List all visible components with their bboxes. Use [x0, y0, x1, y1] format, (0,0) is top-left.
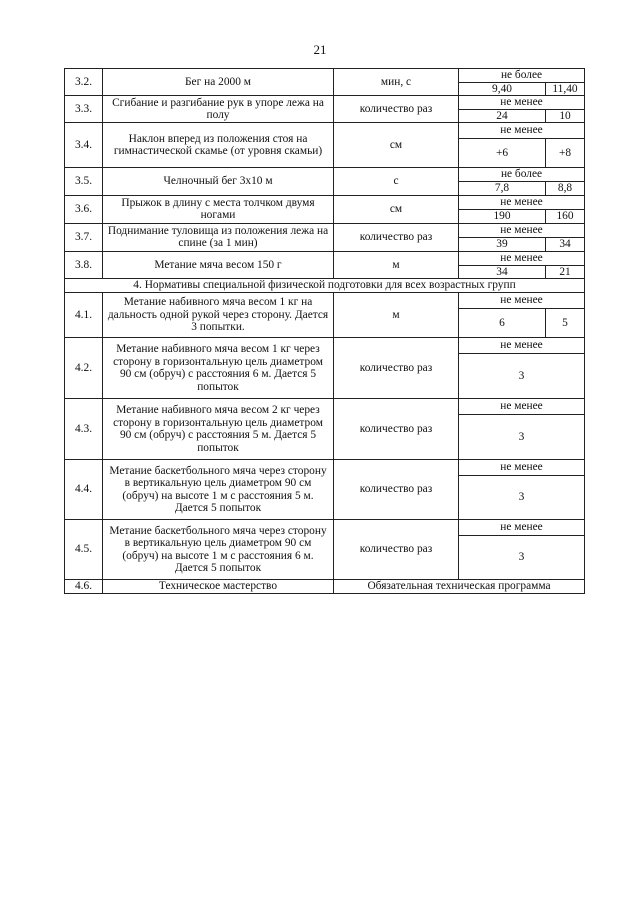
value-cell: 3 [459, 354, 585, 399]
exercise-name: Метание баскетбольного мяча через сторону в вертикальную цель диаметром 90 см (обруч) на высоте 1 м с расстояния 5 м. Дается 5 попыток [103, 460, 334, 520]
exercise-name: Поднимание туловища из положения лежа на спине (за 1 мин) [103, 223, 334, 251]
qualifier: не более [459, 69, 585, 83]
exercise-name: Метание мяча весом 150 г [103, 251, 334, 279]
row-number: 4.1. [65, 293, 103, 338]
table-row [65, 195, 585, 209]
table-row [65, 168, 585, 182]
table-row [65, 69, 585, 83]
exercise-name: Бег на 2000 м [103, 69, 334, 96]
qualifier: не менее [459, 251, 585, 265]
unit: количество раз [334, 520, 459, 580]
exercise-name: Техническое мастерство [103, 580, 334, 594]
section-title: 4. Нормативы специальной физической подготовки для всех возрастных групп [65, 279, 585, 293]
unit: с [334, 168, 459, 196]
value-cell: 5 [546, 309, 585, 338]
value-cell: 39 [459, 237, 546, 251]
unit: см [334, 195, 459, 223]
unit: количество раз [334, 460, 459, 520]
value-cell: 3 [459, 415, 585, 460]
value-cell: 9,40 [459, 82, 546, 96]
qualifier: не менее [459, 123, 585, 139]
exercise-name: Прыжок в длину с места толчком двумя ногами [103, 195, 334, 223]
exercise-name: Челночный бег 3x10 м [103, 168, 334, 196]
qualifier: не более [459, 168, 585, 182]
unit: количество раз [334, 399, 459, 460]
unit: количество раз [334, 223, 459, 251]
row-number: 3.3. [65, 96, 103, 123]
value-cell: +8 [546, 139, 585, 168]
technical-program: Обязательная техническая программа [334, 580, 585, 594]
table-row [65, 520, 585, 536]
value-cell: 8,8 [546, 182, 585, 196]
row-number: 3.4. [65, 123, 103, 168]
row-number: 3.7. [65, 223, 103, 251]
qualifier: не менее [459, 338, 585, 354]
qualifier: не менее [459, 293, 585, 309]
row-number: 4.4. [65, 460, 103, 520]
value-cell: 3 [459, 536, 585, 580]
table-row [65, 251, 585, 265]
row-number: 3.5. [65, 168, 103, 196]
table-row [65, 223, 585, 237]
row-number: 3.6. [65, 195, 103, 223]
value-cell: 34 [459, 265, 546, 279]
value-cell: 160 [546, 209, 585, 223]
value-cell: 34 [546, 237, 585, 251]
value-cell: +6 [459, 139, 546, 168]
value-cell: 10 [546, 109, 585, 123]
standards-table [64, 68, 585, 594]
value-cell: 24 [459, 109, 546, 123]
qualifier: не менее [459, 96, 585, 110]
row-number: 4.2. [65, 338, 103, 399]
page-number: 21 [313, 42, 327, 57]
exercise-name: Метание набивного мяча весом 1 кг на дальность одной рукой через сторону. Дается 3 попытки. [103, 293, 334, 338]
exercise-name: Сгибание и разгибание рук в упоре лежа на полу [103, 96, 334, 123]
qualifier: не менее [459, 399, 585, 415]
table-row [65, 460, 585, 476]
unit: мин, с [334, 69, 459, 96]
exercise-name: Метание набивного мяча весом 1 кг через сторону в горизонтальную цель диаметром 90 см (обруч) с расстояния 6 м. Дается 5 попыток [103, 338, 334, 399]
value-cell: 7,8 [459, 182, 546, 196]
unit: количество раз [334, 338, 459, 399]
unit: м [334, 251, 459, 279]
row-number: 4.5. [65, 520, 103, 580]
value-cell: 3 [459, 476, 585, 520]
table-row [65, 293, 585, 309]
row-number: 3.8. [65, 251, 103, 279]
exercise-name: Метание набивного мяча весом 2 кг через сторону в горизонтальную цель диаметром 90 см (обруч) с расстояния 5 м. Дается 5 попыток [103, 399, 334, 460]
table-row [65, 399, 585, 415]
qualifier: не менее [459, 460, 585, 476]
value-cell: 6 [459, 309, 546, 338]
row-number: 4.6. [65, 580, 103, 594]
table-row [65, 338, 585, 354]
table-row [65, 580, 585, 594]
unit: см [334, 123, 459, 168]
qualifier: не менее [459, 520, 585, 536]
table-row [65, 123, 585, 139]
exercise-name: Наклон вперед из положения стоя на гимнастической скамье (от уровня скамьи) [103, 123, 334, 168]
qualifier: не менее [459, 223, 585, 237]
exercise-name: Метание баскетбольного мяча через сторону в вертикальную цель диаметром 90 см (обруч) на высоте 1 м с расстояния 6 м. Дается 5 попыток [103, 520, 334, 580]
qualifier: не менее [459, 195, 585, 209]
row-number: 3.2. [65, 69, 103, 96]
value-cell: 11,40 [546, 82, 585, 96]
table-row [65, 96, 585, 110]
section-header-row [65, 279, 585, 293]
value-cell: 190 [459, 209, 546, 223]
row-number: 4.3. [65, 399, 103, 460]
value-cell: 21 [546, 265, 585, 279]
unit: количество раз [334, 96, 459, 123]
unit: м [334, 293, 459, 338]
